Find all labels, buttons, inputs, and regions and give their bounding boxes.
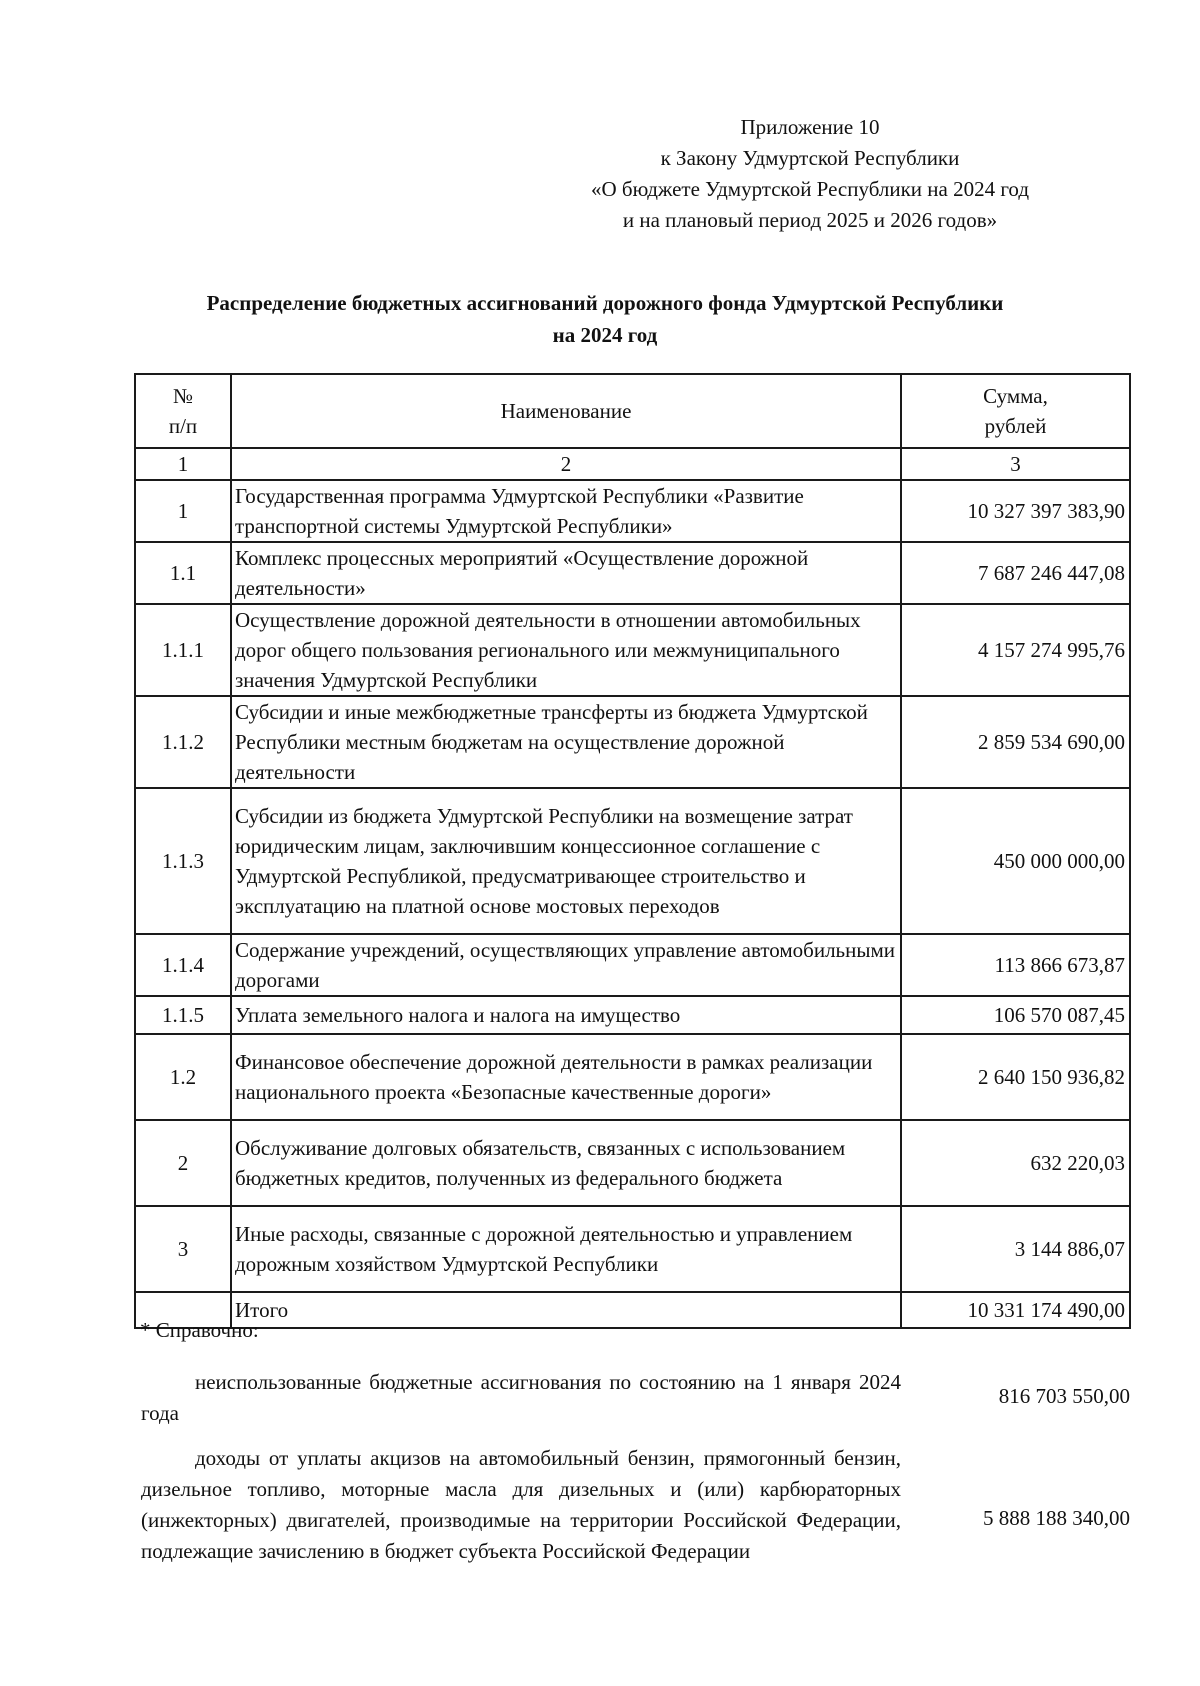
row-number: 1.1.4	[135, 934, 231, 996]
row-number: 1.1.2	[135, 696, 231, 788]
row-name: Иные расходы, связанные с дорожной деятельностью и управлением дорожным хозяйством Удмуртской Республики	[231, 1206, 901, 1292]
appendix-header	[530, 112, 1090, 236]
row-sum: 450 000 000,00	[901, 788, 1130, 934]
reference-item-2-text: доходы от уплаты акцизов на автомобильный бензин, прямогонный бензин, дизельное топливо, моторные масла для дизельных и (или) карбюраторных (инжекторных) двигателей, производимые на территории Российской Федерации, подлежащие зачислению в бюджет субъекта Российской Федерации	[141, 1446, 901, 1563]
row-sum: 7 687 246 447,08	[901, 542, 1130, 604]
table-row	[135, 1034, 1130, 1120]
reference-item-1-value: 816 703 550,00	[998, 1384, 1130, 1408]
row-number: 1.2	[135, 1034, 231, 1120]
column-index-3: 3	[901, 448, 1130, 480]
header-number-line-2: п/п	[168, 414, 198, 438]
header-sum	[901, 374, 1130, 448]
row-name: Субсидии из бюджета Удмуртской Республики на возмещение затрат юридическим лицам, заключившим концессионное соглашение с Удмуртской Республикой, предусматривающее строительство и эксплуатацию на платной основе мостовых переходов	[231, 788, 901, 934]
row-name: Уплата земельного налога и налога на имущество	[231, 996, 901, 1034]
reference-item-2	[141, 1443, 901, 1567]
column-index-row	[135, 448, 1130, 480]
total-sum: 10 331 174 490,00	[901, 1292, 1130, 1328]
reference-heading: * Справочно:	[140, 1318, 259, 1342]
row-number: 2	[135, 1120, 231, 1206]
table-row	[135, 480, 1130, 542]
row-number: 1.1.1	[135, 604, 231, 696]
header-number	[135, 374, 231, 448]
row-sum: 2 640 150 936,82	[901, 1034, 1130, 1120]
budget-table	[134, 373, 1131, 1329]
appendix-line-1: Приложение 10	[740, 115, 880, 139]
table-header-row	[135, 374, 1130, 448]
reference-item-1-text: неиспользованные бюджетные ассигнования по состоянию на 1 января 2024 года	[141, 1370, 901, 1425]
reference-item-2-value: 5 888 188 340,00	[983, 1506, 1130, 1530]
title-line-2: на 2024 год	[552, 323, 658, 347]
table-row	[135, 996, 1130, 1034]
row-name: Государственная программа Удмуртской Республики «Развитие транспортной системы Удмуртской Республики»	[231, 480, 901, 542]
row-name: Осуществление дорожной деятельности в отношении автомобильных дорог общего пользования регионального или межмуниципального значения Удмуртской Республики	[231, 604, 901, 696]
row-number: 1.1.5	[135, 996, 231, 1034]
reference-item-1	[141, 1367, 901, 1429]
row-sum: 2 859 534 690,00	[901, 696, 1130, 788]
column-index-2: 2	[231, 448, 901, 480]
row-number: 3	[135, 1206, 231, 1292]
row-sum: 113 866 673,87	[901, 934, 1130, 996]
document-title	[135, 287, 1075, 351]
row-sum: 10 327 397 383,90	[901, 480, 1130, 542]
header-name: Наименование	[231, 374, 901, 448]
header-sum-line-1: Сумма,	[983, 384, 1048, 408]
column-index-1: 1	[135, 448, 231, 480]
header-sum-line-2: рублей	[984, 414, 1047, 438]
row-sum: 3 144 886,07	[901, 1206, 1130, 1292]
appendix-line-2: к Закону Удмуртской Республики	[660, 146, 960, 170]
row-number: 1	[135, 480, 231, 542]
row-name: Финансовое обеспечение дорожной деятельности в рамках реализации национального проекта «Безопасные качественные дороги»	[231, 1034, 901, 1120]
row-name: Комплекс процессных мероприятий «Осуществление дорожной деятельности»	[231, 542, 901, 604]
table-row	[135, 788, 1130, 934]
row-number: 1.1	[135, 542, 231, 604]
appendix-line-3: «О бюджете Удмуртской Республики на 2024 год	[590, 177, 1030, 201]
title-line-1: Распределение бюджетных ассигнований дорожного фонда Удмуртской Республики	[206, 291, 1004, 315]
row-sum: 4 157 274 995,76	[901, 604, 1130, 696]
table-row	[135, 1120, 1130, 1206]
header-number-line-1: №	[172, 384, 194, 408]
appendix-line-4: и на плановый период 2025 и 2026 годов»	[622, 208, 998, 232]
total-row	[135, 1292, 1130, 1328]
row-name: Субсидии и иные межбюджетные трансферты из бюджета Удмуртской Республики местным бюджетам на осуществление дорожной деятельности	[231, 696, 901, 788]
table-row	[135, 934, 1130, 996]
row-name: Содержание учреждений, осуществляющих управление автомобильными дорогами	[231, 934, 901, 996]
row-number: 1.1.3	[135, 788, 231, 934]
table-row	[135, 542, 1130, 604]
total-label: Итого	[231, 1292, 901, 1328]
table-row	[135, 604, 1130, 696]
table-row	[135, 696, 1130, 788]
row-sum: 632 220,03	[901, 1120, 1130, 1206]
row-sum: 106 570 087,45	[901, 996, 1130, 1034]
table-row	[135, 1206, 1130, 1292]
row-name: Обслуживание долговых обязательств, связанных с использованием бюджетных кредитов, полученных из федерального бюджета	[231, 1120, 901, 1206]
